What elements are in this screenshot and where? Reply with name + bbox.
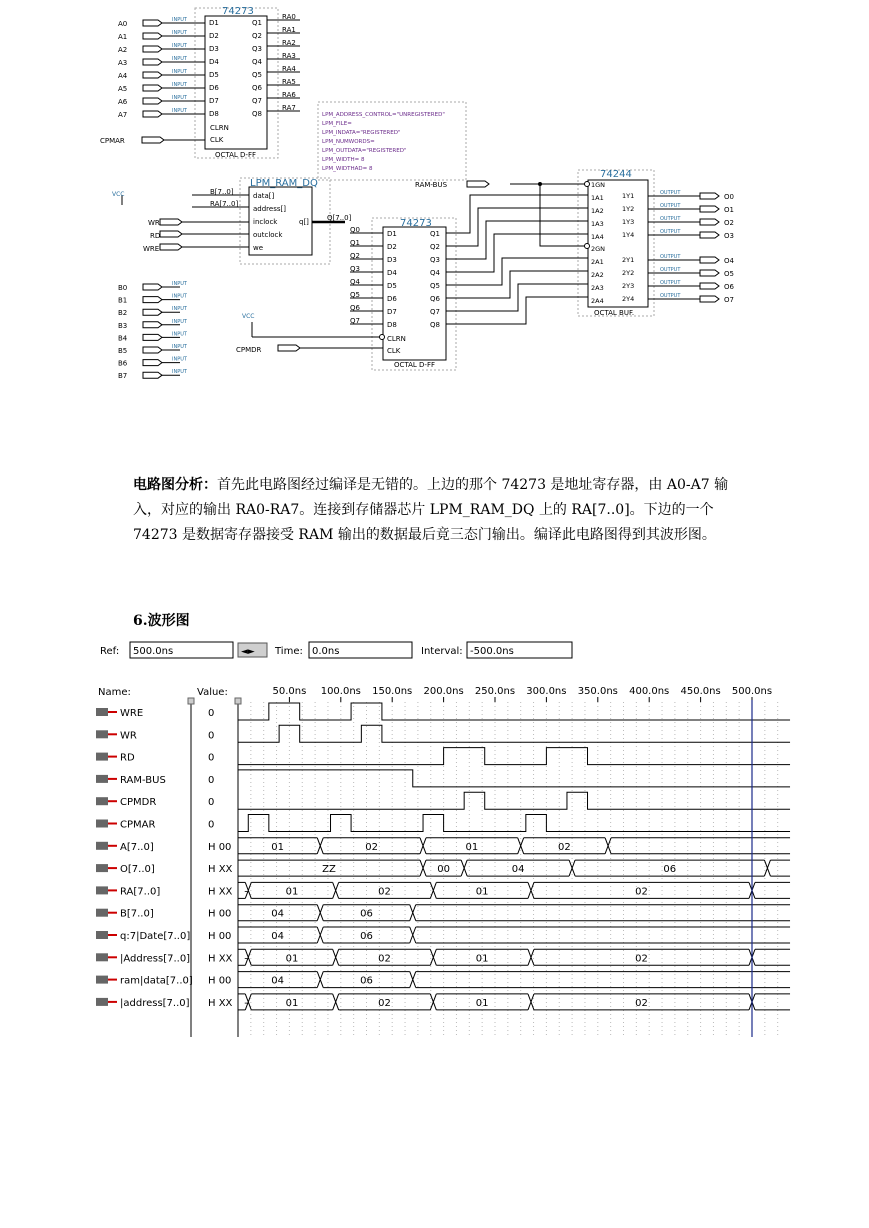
- cpmdr-label: CPMDR: [236, 346, 262, 354]
- vcc-label-1: VCC: [112, 191, 125, 198]
- data-q-pin: Q4: [430, 269, 440, 277]
- lpm-param: LPM_FILE=: [322, 121, 352, 127]
- signal-value: 0: [208, 774, 215, 786]
- signal-name[interactable]: WR: [120, 730, 137, 742]
- data-d-pin: D7: [387, 308, 397, 316]
- time-tick: 200.0ns: [423, 686, 464, 697]
- bus-value: -: [244, 886, 248, 898]
- buf-output-pin: 2Y2: [622, 269, 635, 277]
- bus-value: ZZ: [322, 864, 336, 876]
- bus-value: 04: [271, 908, 284, 920]
- top-d-pin: D5: [209, 71, 219, 79]
- bus-value: 02: [378, 997, 391, 1009]
- ra-output-label: RA5: [282, 78, 296, 86]
- interval-value: -500.0ns: [470, 646, 514, 657]
- b-input-label: B0: [118, 284, 128, 292]
- bus-value: 01: [271, 841, 284, 853]
- q-bus-label: Q[7..0]: [327, 214, 352, 222]
- data-q-pin: Q5: [430, 282, 440, 290]
- input-tag: INPUT: [172, 331, 187, 338]
- signal-value: 0: [208, 708, 215, 719]
- data-d-pin: D6: [387, 295, 397, 303]
- signal-name[interactable]: A[7..0]: [120, 841, 154, 853]
- time-tick: 400.0ns: [629, 686, 670, 697]
- top-d-pin: D3: [209, 45, 219, 53]
- bus-value: 04: [511, 864, 525, 876]
- signal-value: H 00: [208, 908, 232, 920]
- data-q-pin: Q6: [430, 295, 440, 303]
- signal-value: 0: [208, 819, 215, 831]
- q-net-label: Q7: [350, 317, 360, 325]
- signal-name[interactable]: B[7..0]: [120, 908, 154, 920]
- a-input-label: A3: [118, 59, 128, 67]
- input-tag: INPUT: [172, 318, 187, 325]
- time-tick: 300.0ns: [526, 686, 567, 697]
- signal-value: H XX: [208, 886, 233, 898]
- digital-trace: [238, 703, 790, 720]
- input-tag: INPUT: [172, 69, 187, 75]
- bus-value: -: [244, 953, 248, 965]
- q-net-label: Q0: [350, 226, 360, 234]
- signal-value: H XX: [208, 997, 233, 1009]
- o-output-label: O0: [724, 193, 734, 201]
- ra-output-label: RA4: [282, 65, 296, 73]
- bus-value: 01: [475, 997, 489, 1009]
- buf-output-pin: 1Y2: [622, 205, 635, 213]
- input-tag: INPUT: [172, 108, 187, 114]
- buf-input-pin: 1A3: [591, 220, 604, 228]
- ram-port: we: [253, 244, 264, 252]
- signal-name[interactable]: ram|data[7..0]: [120, 975, 193, 987]
- signal-value: 0: [208, 730, 215, 742]
- top-clrn-label: CLRN: [210, 124, 229, 132]
- ra-output-label: RA2: [282, 39, 296, 47]
- node-icon: [96, 775, 108, 783]
- node-icon: [96, 820, 108, 828]
- buf-input-pin: 1A2: [591, 207, 604, 215]
- data-q-pin: Q1: [430, 230, 440, 238]
- digital-trace: [238, 748, 790, 765]
- bus-value: 01: [285, 886, 299, 898]
- data-clrn-label: CLRN: [387, 335, 406, 343]
- input-tag: INPUT: [172, 17, 187, 23]
- b-input-label: B6: [118, 359, 128, 368]
- bus-value: 02: [378, 886, 391, 898]
- signal-value: H 00: [208, 841, 232, 853]
- output-tag: OUTPUT: [660, 216, 681, 222]
- top-q-pin: Q7: [252, 97, 262, 105]
- a-input-label: A0: [118, 20, 128, 28]
- output-tag: OUTPUT: [660, 267, 681, 273]
- top-chip-label: OCTAL D-FF: [215, 151, 257, 159]
- value-header: Value:: [197, 687, 228, 698]
- data-q-pin: Q8: [430, 321, 440, 329]
- bus-node-icon: [96, 909, 108, 917]
- bus-node-icon: [96, 886, 108, 894]
- bus-node-icon: [96, 931, 108, 939]
- b-input-label: B3: [118, 321, 128, 330]
- output-tag: OUTPUT: [660, 229, 681, 235]
- lpm-param: LPM_NUMWORDS=: [322, 139, 375, 145]
- buf-output-pin: 1Y4: [622, 231, 635, 239]
- data-d-pin: D2: [387, 243, 397, 251]
- signal-name[interactable]: WRE: [120, 708, 144, 719]
- rd-label: RD: [150, 232, 161, 240]
- signal-name[interactable]: CPMDR: [120, 797, 157, 809]
- data-d-pin: D3: [387, 256, 397, 264]
- signal-name[interactable]: |Address[7..0]: [120, 953, 191, 965]
- input-tag: INPUT: [172, 344, 187, 350]
- ram-q-label: q[]: [299, 218, 309, 226]
- buf-input-pin: 2GN: [591, 245, 606, 253]
- buf-output-pin: 2Y1: [622, 256, 635, 264]
- signal-name[interactable]: O[7..0]: [120, 864, 155, 876]
- input-tag: INPUT: [172, 30, 187, 36]
- wre-label: WRE: [143, 245, 160, 253]
- input-tag: INPUT: [172, 43, 187, 49]
- digital-trace: [238, 770, 790, 787]
- bus-value: 02: [635, 997, 648, 1009]
- top-q-pin: Q8: [252, 110, 262, 118]
- digital-trace: [238, 792, 790, 809]
- ram-port: outclock: [253, 231, 283, 239]
- input-tag: INPUT: [172, 82, 187, 88]
- o-output-label: O6: [724, 283, 734, 291]
- top-d-pin: D8: [209, 110, 219, 118]
- node-icon: [96, 708, 108, 716]
- lpm-param: LPM_WIDTH= 8: [322, 157, 365, 163]
- top-d-pin: D4: [209, 58, 219, 66]
- q-net-label: Q5: [350, 291, 360, 299]
- output-tag: OUTPUT: [660, 280, 681, 286]
- input-tag: INPUT: [172, 356, 187, 363]
- bus-value: 00: [437, 864, 450, 876]
- node-icon: [96, 797, 108, 805]
- buf-input-pin: 2A3: [591, 284, 604, 292]
- lpm-param: LPM_ADDRESS_CONTROL="UNREGISTERED": [322, 112, 445, 118]
- digital-trace: [238, 815, 790, 832]
- analysis-label: 电路图分析：: [133, 477, 217, 493]
- time-tick: 500.0ns: [731, 686, 773, 697]
- buf-chip-title: 74244: [600, 169, 632, 180]
- top-q-pin: Q2: [252, 32, 262, 40]
- bus-value: 06: [360, 931, 373, 942]
- top-q-pin: Q5: [252, 71, 262, 79]
- name-header: Name:: [98, 687, 131, 698]
- q-net-label: Q6: [350, 304, 360, 312]
- input-tag: INPUT: [172, 369, 187, 376]
- b-input-label: B2: [118, 309, 128, 318]
- b-input-label: B5: [118, 347, 128, 355]
- buf-input-pin: 2A1: [591, 258, 604, 266]
- buf-output-pin: 1Y3: [622, 218, 635, 226]
- ref-label: Ref:: [100, 646, 120, 657]
- o-output-label: O2: [724, 219, 734, 227]
- a-input-label: A4: [118, 72, 128, 80]
- b-input-label: B7: [118, 372, 128, 381]
- signal-name[interactable]: RA[7..0]: [120, 886, 161, 898]
- top-d-pin: D7: [209, 97, 219, 105]
- ref-value: 500.0ns: [133, 646, 174, 657]
- time-tick: 50.0ns: [272, 686, 307, 697]
- signal-name[interactable]: CPMAR: [120, 819, 156, 831]
- bus-value: 02: [635, 953, 648, 965]
- bus-value: 04: [271, 931, 284, 942]
- section-heading: 6.波形图: [133, 613, 190, 629]
- o-output-label: O1: [724, 206, 734, 214]
- output-tag: OUTPUT: [660, 203, 681, 209]
- buf-input-pin: 1A1: [591, 194, 604, 202]
- o-output-label: O4: [724, 257, 734, 265]
- column-splitter-2[interactable]: [235, 698, 241, 704]
- node-icon: [96, 730, 108, 738]
- q-net-label: Q4: [350, 278, 360, 286]
- bus-value: 01: [285, 997, 299, 1009]
- bus-value: 01: [475, 953, 489, 965]
- b-bus-label: B[7..0]: [210, 188, 234, 196]
- ram-port: data[]: [253, 192, 275, 200]
- buf-input-pin: 1GN: [591, 181, 606, 189]
- top-d-pin: D1: [209, 19, 219, 27]
- bus-value: 02: [558, 841, 571, 853]
- buf-input-pin: 2A4: [591, 297, 604, 305]
- wr-label: WR: [148, 219, 160, 227]
- output-tag: OUTPUT: [660, 293, 681, 299]
- ra-output-label: RA3: [282, 52, 296, 60]
- o-output-label: O5: [724, 270, 734, 278]
- ram-port: address[]: [253, 205, 286, 213]
- top-q-pin: Q3: [252, 45, 262, 53]
- data-chip-title: 74273: [400, 218, 432, 229]
- output-tag: OUTPUT: [660, 190, 681, 196]
- ram-chip-title: LPM_RAM_DQ: [250, 178, 318, 189]
- signal-value: H 00: [208, 931, 232, 942]
- bus-value: 02: [378, 953, 391, 965]
- lpm-param: LPM_INDATA="REGISTERED": [322, 130, 401, 136]
- buf-input-pin: 2A2: [591, 271, 604, 279]
- ref-nav-arrows-icon: ◄►: [241, 647, 255, 657]
- buf-output-pin: 2Y4: [622, 295, 635, 303]
- ra-output-label: RA7: [282, 104, 296, 112]
- a-input-label: A1: [118, 33, 128, 41]
- top-d-pin: D6: [209, 84, 219, 92]
- column-splitter[interactable]: [188, 698, 194, 704]
- q-net-label: Q1: [350, 239, 360, 247]
- q-net-label: Q2: [350, 252, 360, 260]
- data-d-pin: D1: [387, 230, 397, 238]
- q-net-label: Q3: [350, 265, 360, 273]
- buf-output-pin: 2Y3: [622, 282, 635, 290]
- top-q-pin: Q6: [252, 84, 262, 92]
- data-q-pin: Q2: [430, 243, 440, 251]
- bus-node-icon: [96, 953, 108, 961]
- data-clk-label: CLK: [387, 347, 401, 355]
- ra-bus-label: RA[7..0]: [210, 200, 239, 208]
- input-tag: INPUT: [172, 281, 187, 287]
- b-input-label: B1: [118, 296, 128, 305]
- buf-chip-label: OCTAL BUF.: [594, 309, 635, 317]
- b-input-label: B4: [118, 334, 128, 343]
- time-label: Time:: [275, 646, 303, 657]
- data-d-pin: D8: [387, 321, 397, 329]
- bus-value: 06: [663, 864, 677, 876]
- signal-name[interactable]: q:7|Date[7..0]: [120, 931, 191, 942]
- top-q-pin: Q4: [252, 58, 262, 66]
- ra-output-label: RA1: [282, 26, 296, 34]
- signal-value: 0: [208, 752, 215, 764]
- node-icon: [96, 753, 108, 761]
- a-input-label: A2: [118, 46, 128, 54]
- a-input-label: A5: [118, 85, 128, 93]
- time-tick: 350.0ns: [577, 686, 618, 697]
- bus-node-icon: [96, 976, 108, 984]
- bus-value: 02: [365, 841, 379, 853]
- lpm-param: LPM_WIDTHAD= 8: [322, 166, 373, 172]
- a-input-label: A7: [118, 111, 128, 119]
- bus-node-icon: [96, 864, 108, 872]
- data-d-pin: D4: [387, 269, 397, 277]
- time-tick: 450.0ns: [680, 686, 721, 697]
- o-output-label: O3: [724, 232, 734, 240]
- signal-value: 0: [208, 797, 215, 809]
- input-tag: INPUT: [172, 56, 187, 62]
- output-tag: OUTPUT: [660, 254, 681, 260]
- signal-name[interactable]: RD: [120, 752, 135, 764]
- bus-value: 06: [360, 975, 373, 987]
- signal-value: H XX: [208, 953, 233, 965]
- data-chip-label: OCTAL D-FF: [394, 361, 436, 369]
- time-tick: 150.0ns: [372, 686, 413, 697]
- ra-output-label: RA6: [282, 91, 296, 99]
- time-value: 0.0ns: [312, 646, 340, 657]
- data-d-pin: D5: [387, 282, 397, 290]
- o-output-label: O7: [724, 296, 734, 304]
- top-d-pin: D2: [209, 32, 219, 40]
- ram-port: inclock: [253, 218, 278, 226]
- bus-value: 01: [285, 953, 299, 965]
- digital-trace: [238, 725, 790, 742]
- lpm-param: LPM_OUTDATA="REGISTERED": [322, 148, 407, 154]
- bus-value: 01: [475, 886, 489, 898]
- a-input-label: A6: [118, 98, 128, 106]
- signal-name[interactable]: RAM-BUS: [120, 774, 166, 786]
- top-q-pin: Q1: [252, 19, 262, 27]
- ram-bus-label: RAM-BUS: [415, 181, 448, 189]
- ra-output-label: RA0: [282, 13, 296, 21]
- interval-label: Interval:: [421, 646, 463, 657]
- input-tag: INPUT: [172, 306, 187, 313]
- bus-value: 04: [271, 975, 284, 987]
- bus-node-icon: [96, 842, 108, 850]
- input-tag: INPUT: [172, 95, 187, 101]
- signal-name[interactable]: |address[7..0]: [120, 997, 190, 1009]
- bus-node-icon: [96, 998, 108, 1006]
- bus-value: -: [244, 997, 248, 1009]
- bus-value: 06: [360, 908, 373, 920]
- time-tick: 100.0ns: [320, 686, 361, 697]
- vcc-label-2: VCC: [242, 313, 255, 320]
- buf-output-pin: 1Y1: [622, 192, 635, 200]
- signal-value: H 00: [208, 975, 232, 987]
- data-q-pin: Q7: [430, 308, 440, 316]
- input-tag: INPUT: [172, 293, 187, 300]
- analysis-body: 首先此电路图经过编译是无错的。上边的那个 74273 是地址寄存器，由 A0-A7 输入，对应的输出 RA0-RA7。连接到存储器芯片 LPM_RAM_DQ 上的 RA[7..0]。下边的一个 74273 是数据寄存器接受 RAM 输出的数据最后竟三态门输出。编译此电路图得到其波形图。: [133, 477, 729, 543]
- data-q-pin: Q3: [430, 256, 440, 264]
- signal-value: H XX: [208, 864, 233, 876]
- time-tick: 250.0ns: [474, 686, 516, 697]
- buf-input-pin: 1A4: [591, 233, 604, 241]
- top-chip-title: 74273: [222, 6, 254, 17]
- bus-value: 02: [635, 886, 648, 898]
- cpmar-label: CPMAR: [100, 137, 125, 145]
- bus-value: 01: [465, 841, 479, 853]
- top-clk-label: CLK: [210, 136, 224, 144]
